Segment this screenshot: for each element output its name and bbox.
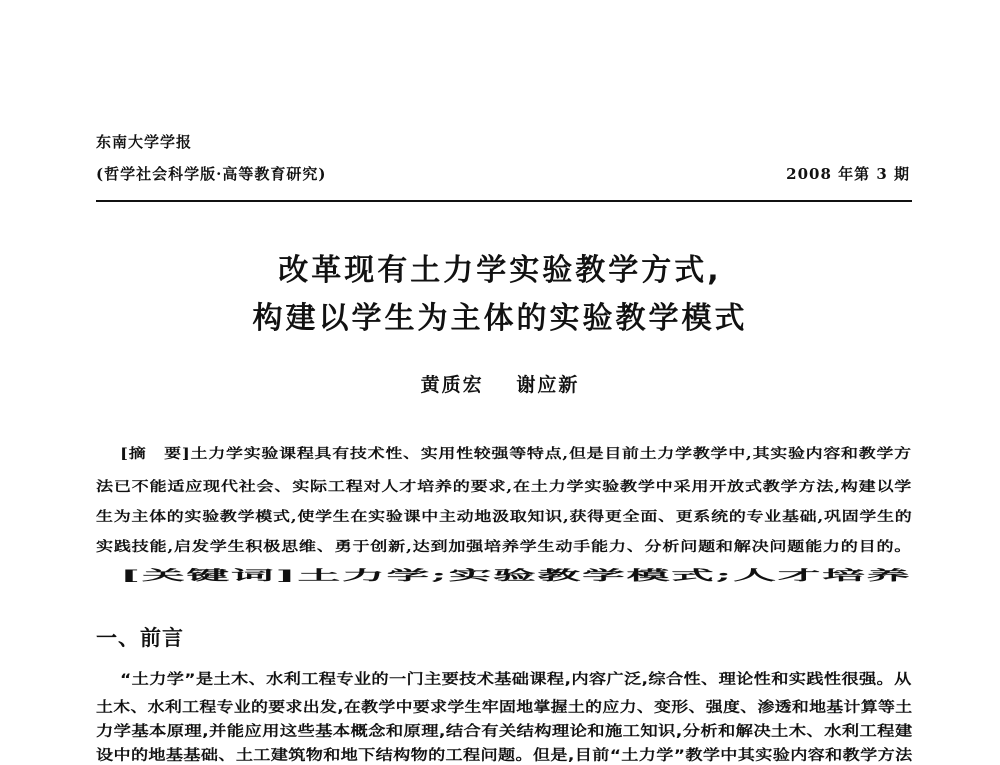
author-list xyxy=(0,370,1000,397)
section-heading: 一、前言 xyxy=(96,626,184,650)
abstract-line: 生为主体的实验教学模式,使学生在实验课中主动地汲取知识,获得更全面、更系统的专业基础,巩固学生的 xyxy=(96,509,913,525)
keywords-line xyxy=(120,564,911,584)
article-title-line-1: 改革现有土力学实验教学方式, xyxy=(278,253,722,288)
abstract-text: 土力学实验课程具有技术性、实用性较强等特点,但是目前土力学教学中,其实验内容和教学方 xyxy=(190,446,912,462)
article-title-line-2: 构建以学生为主体的实验教学模式 xyxy=(252,301,748,336)
abstract-label: [摘 要] xyxy=(120,446,191,462)
body-text-line: 土木、水利工程专业的要求出发,在教学中要求学生牢固地掌握土的应力、变形、强度、渗透和地基计算等土 xyxy=(96,700,913,716)
body-text-line: 设中的地基基础、土工建筑物和地下结构物的工程问题。但是,目前“土力学”教学中其实验内容和教学方法 xyxy=(96,748,913,764)
journal-name: 东南大学学报 xyxy=(96,133,193,151)
header-rule xyxy=(96,200,912,202)
issue-number: 2008 年第 3 期 xyxy=(786,165,910,183)
journal-edition: (哲学社会科学版·高等教育研究) xyxy=(96,165,327,183)
abstract-line xyxy=(120,442,912,462)
abstract-line: 法已不能适应现代社会、实际工程对人才培养的要求,在土力学实验教学中采用开放式教学方法,构建以学 xyxy=(96,479,913,495)
keywords-label: [关键词] xyxy=(120,568,298,584)
author-name: 黄质宏 xyxy=(420,374,484,396)
body-text-line: “土力学”是土木、水利工程专业的一门主要技术基础课程,内容广泛,综合性、理论性和实践性很强。从 xyxy=(120,672,912,688)
author-name: 谢应新 xyxy=(516,374,580,396)
keywords-text: 土力学;实验教学模式;人才培养 xyxy=(297,568,912,584)
abstract-line: 实践技能,启发学生积极思维、勇于创新,达到加强培养学生动手能力、分析问题和解决问题能力的目的。 xyxy=(96,539,913,555)
body-text-line: 力学基本原理,并能应用这些基本概念和原理,结合有关结构理论和施工知识,分析和解决土木、水利工程建 xyxy=(96,724,913,740)
